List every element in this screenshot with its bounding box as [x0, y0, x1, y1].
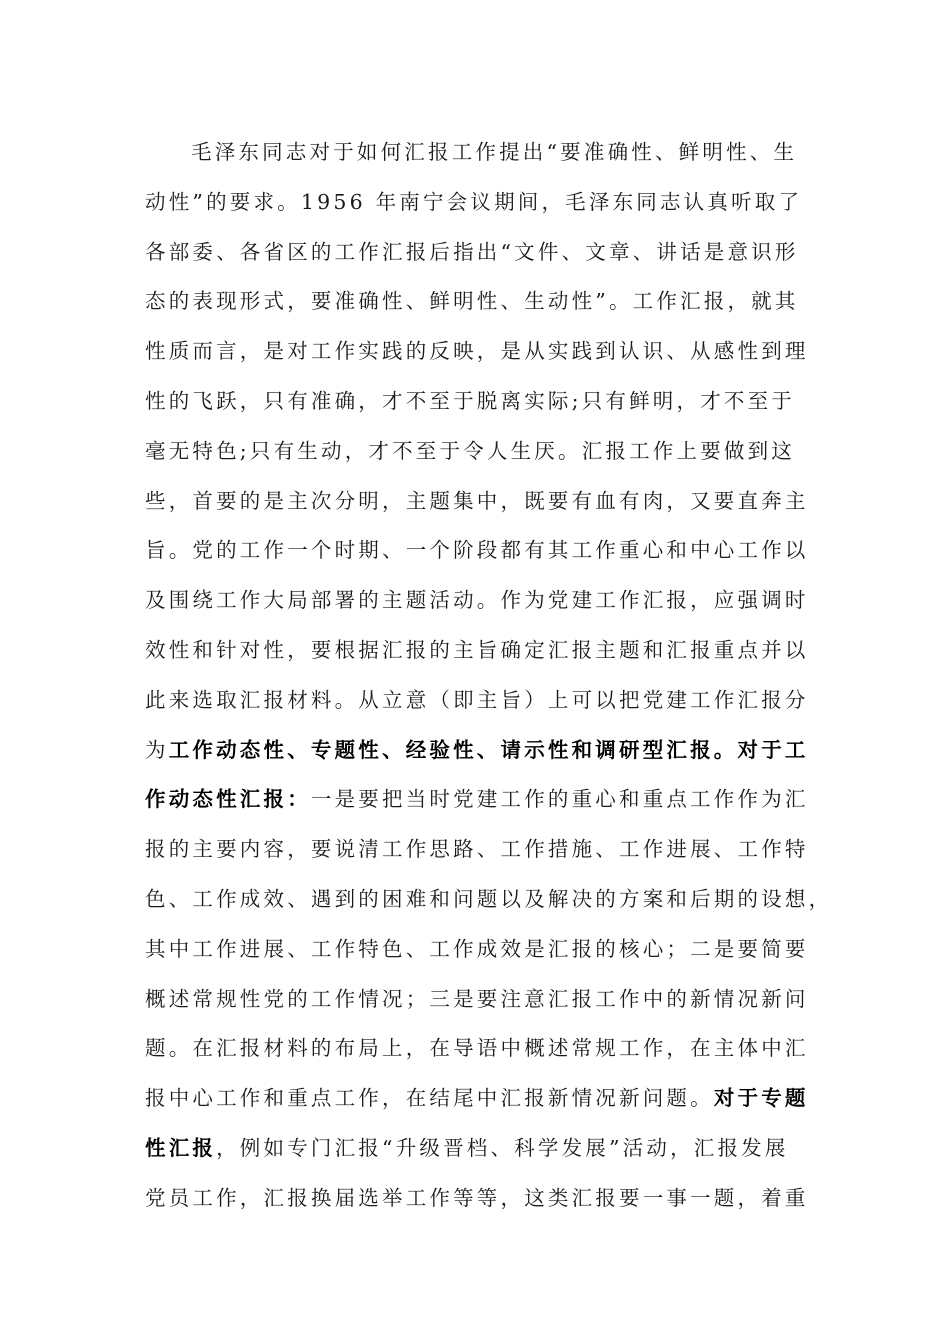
text-line	[145, 178, 815, 228]
text-segment: 性质而言，是对工作实践的反映，是从实践到认识、从感性到理	[145, 339, 809, 364]
text-segment: 各部委、各省区的工作汇报后指出“文件、文章、讲话是意识形	[145, 239, 799, 264]
text-line	[145, 576, 815, 626]
text-line	[145, 1124, 815, 1174]
text-segment: 报中心工作和重点工作，在结尾中汇报新情况新问题。	[145, 1086, 714, 1111]
text-segment: 毛泽东同志对于如何汇报工作提出“要准确性、鲜明性、生	[191, 140, 798, 164]
text-line	[145, 1074, 815, 1124]
text-segment: 些，首要的是主次分明，主题集中，既要有血有肉，又要直奔主	[145, 488, 809, 513]
text-segment: 题。在汇报材料的布局上，在导语中概述常规工作，在主体中汇	[145, 1036, 809, 1061]
text-segment: 报的主要内容，要说清工作思路、工作措施、工作进展、工作特	[145, 837, 809, 862]
text-segment: 旨。党的工作一个时期、一个阶段都有其工作重心和中心工作以	[145, 538, 809, 563]
text-segment: 其中工作进展、工作特色、工作成效是汇报的核心；二是要简要	[145, 936, 809, 961]
text-line	[145, 1024, 815, 1074]
bold-text-segment: 作动态性汇报：	[145, 787, 311, 812]
text-segment: 性的飞跃，只有准确，才不至于脱离实际;只有鲜明，才不至于	[145, 388, 796, 413]
text-segment: 及围绕工作大局部署的主题活动。作为党建工作汇报，应强调时	[145, 588, 809, 613]
text-line	[145, 128, 815, 178]
bold-text-segment: 对于专题	[713, 1086, 809, 1111]
text-line	[145, 875, 833, 925]
text-line	[145, 925, 815, 975]
text-segment: 一是要把当时党建工作的重心和重点工作作为汇	[310, 787, 809, 812]
text-segment: 此来选取汇报材料。从立意（即主旨）上可以把党建工作汇报分	[145, 687, 809, 712]
text-segment: 党员工作，汇报换届选举工作等等，这类汇报要一事一题，着重	[145, 1185, 809, 1210]
body-paragraph	[145, 128, 833, 1224]
text-line	[145, 775, 815, 825]
text-line	[145, 277, 815, 327]
text-line	[145, 975, 815, 1025]
text-line	[145, 228, 815, 278]
text-segment: 动性”的要求。1956 年南宁会议期间，毛泽东同志认真听取了	[145, 189, 803, 214]
text-segment: ，例如专门汇报“升级晋档、科学发展”活动，汇报发展	[216, 1135, 789, 1160]
text-line	[145, 477, 815, 527]
text-line	[145, 427, 815, 477]
text-segment: 效性和针对性，要根据汇报的主旨确定汇报主题和汇报重点并以	[145, 637, 809, 662]
text-line	[145, 327, 815, 377]
text-line	[145, 825, 815, 875]
text-line	[145, 626, 815, 676]
text-segment: 概述常规性党的工作情况；三是要注意汇报工作中的新情况新问	[145, 986, 809, 1011]
text-segment: 色、工作成效、遇到的困难和问题以及解决的方案和后期的设想，	[145, 886, 833, 911]
bold-text-segment: 工作动态性、专题性、经验性、请示性和调研型汇报。对于工	[168, 737, 809, 762]
text-line	[145, 676, 815, 726]
text-line	[145, 526, 815, 576]
text-segment: 为	[145, 737, 169, 762]
text-line	[145, 377, 815, 427]
bold-text-segment: 性汇报	[145, 1135, 217, 1160]
text-segment: 毫无特色;只有生动，才不至于令人生厌。汇报工作上要做到这	[145, 438, 796, 463]
text-line	[145, 726, 815, 776]
text-segment: 态的表现形式，要准确性、鲜明性、生动性”。工作汇报，就其	[145, 289, 799, 314]
text-line	[145, 1174, 815, 1224]
